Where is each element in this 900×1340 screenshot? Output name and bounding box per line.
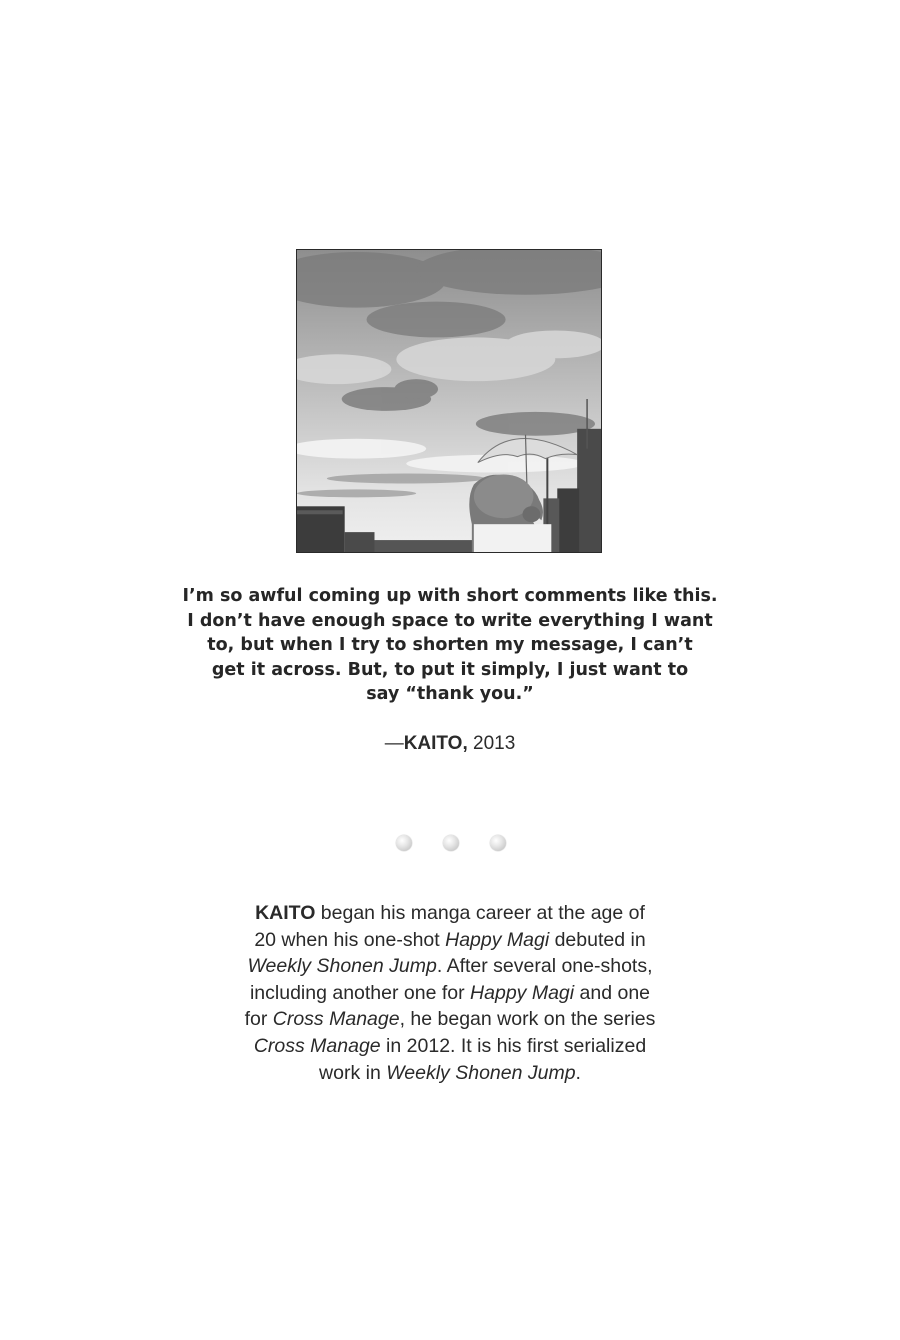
bio-title: Happy Magi — [470, 981, 575, 1004]
bio-text: , he began work on the series — [399, 1008, 656, 1031]
comment-line: I’m so awful coming up with short comments like this. — [182, 586, 718, 606]
dot-icon — [396, 835, 412, 851]
comment-line: say “thank you.” — [366, 684, 534, 704]
bio-author-name: KAITO — [255, 902, 316, 924]
comment-line: I don’t have enough space to write everything I want — [187, 610, 713, 631]
bio-text: . — [575, 1061, 581, 1084]
bio-text: and one — [574, 981, 651, 1004]
comment-line: get it across. But, to put it simply, I just want to — [211, 659, 689, 680]
bio-text: . After several one-shots, — [436, 955, 653, 978]
bio-title: Happy Magi — [445, 928, 550, 951]
bio-text: including another one for — [249, 981, 471, 1004]
bio-text: 20 when his one-shot — [254, 928, 446, 951]
bio-line — [150, 900, 750, 927]
bio-title: Weekly Shonen Jump — [247, 955, 437, 978]
signature-dash: — — [384, 733, 404, 754]
bio-text: in 2012. It is his first serialized — [380, 1034, 647, 1057]
author-photo — [296, 249, 602, 553]
bio-line — [150, 1033, 750, 1060]
signature-name: KAITO, — [403, 733, 468, 754]
signature-year: 2013 — [473, 733, 516, 754]
bio-text: began his manga career at the age of — [315, 902, 645, 924]
comment-line: to, but when I try to shorten my message, I can’t — [207, 635, 693, 655]
bio-title: Weekly Shonen Jump — [386, 1061, 576, 1084]
bio-line — [150, 1006, 750, 1033]
bio-text: work in — [319, 1061, 387, 1084]
author-comment — [150, 584, 750, 707]
bio-line — [150, 980, 750, 1007]
author-photo-image — [297, 250, 601, 552]
bio-line — [150, 953, 750, 980]
bio-title: Cross Manage — [272, 1008, 400, 1031]
author-signature — [150, 733, 750, 755]
bio-line — [150, 1060, 750, 1087]
bio-text: debuted in — [549, 928, 646, 951]
author-bio — [150, 900, 750, 1086]
bio-line — [150, 927, 750, 954]
dot-icon — [490, 835, 506, 851]
dot-separator-icon — [396, 835, 506, 855]
bio-title: Cross Manage — [253, 1034, 381, 1057]
bio-text: for — [244, 1008, 273, 1031]
dot-icon — [443, 835, 459, 851]
